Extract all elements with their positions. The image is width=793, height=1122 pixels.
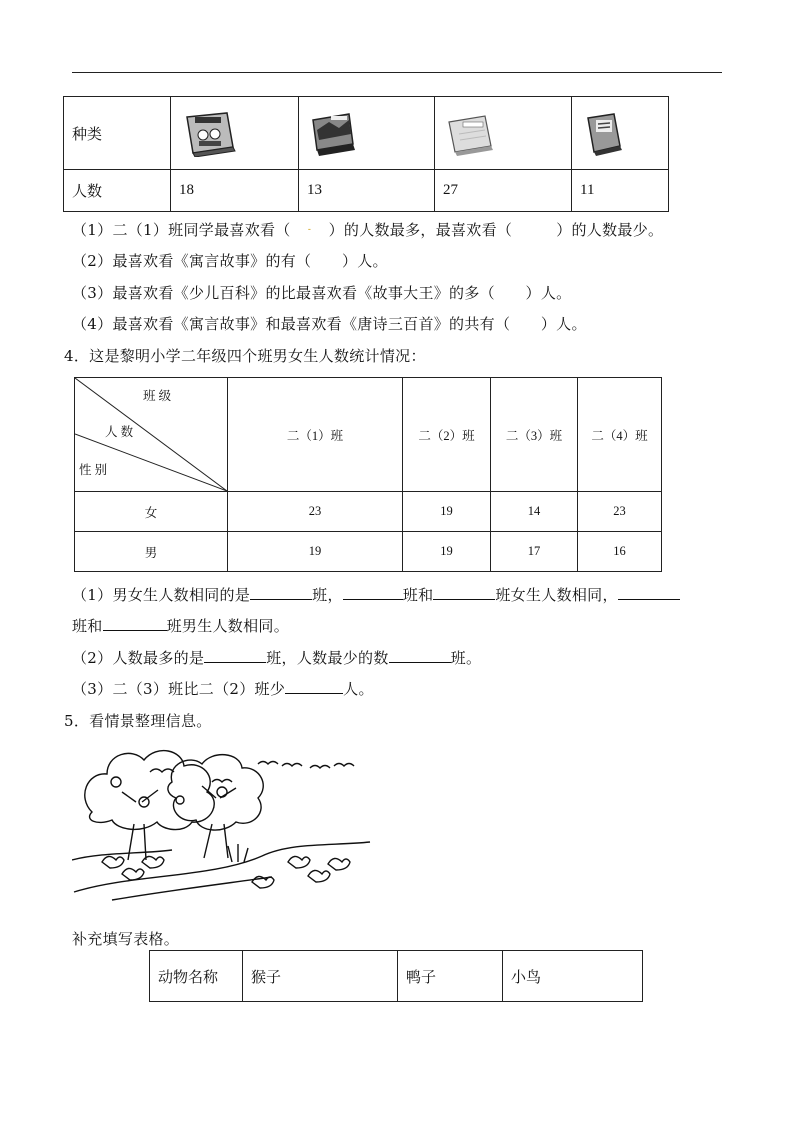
header-rule — [72, 72, 722, 73]
count-cell: 13 — [299, 170, 435, 212]
question-line: （1）男女生人数相同的是 班， 班和 班女生人数相同， — [72, 584, 680, 605]
class-header: 二（3）班 — [491, 378, 578, 492]
value-cell: 19 — [228, 532, 403, 572]
answer-blank[interactable] — [285, 679, 343, 694]
answer-blank[interactable] — [343, 585, 403, 600]
question-title: 5．看情景整理信息。 — [64, 712, 212, 730]
answer-blank[interactable] — [433, 585, 495, 600]
book-encyclopedia-icon — [445, 110, 497, 156]
book-cell — [572, 97, 669, 170]
book-preference-table — [63, 96, 669, 212]
question-line: （3）二（3）班比二（2）班少 人。 — [72, 680, 374, 698]
header-count-label: 人 数 — [105, 425, 134, 439]
fill-prompt: 补充填写表格。 — [72, 930, 180, 948]
answer-blank[interactable] — [389, 648, 451, 663]
animal-cell-duck: 鸭子 — [398, 951, 503, 1002]
book-cell — [171, 97, 299, 170]
animal-scene-illustration — [72, 742, 372, 907]
row-label-male: 男 — [75, 532, 228, 572]
value-cell: 19 — [403, 492, 491, 532]
count-cell: 18 — [171, 170, 299, 212]
answer-blank[interactable] — [103, 616, 167, 631]
animal-cell-bird: 小鸟 — [503, 951, 643, 1002]
class-header: 二（2）班 — [403, 378, 491, 492]
class-header: 二（1）班 — [228, 378, 403, 492]
question-line: （2）最喜欢看《寓言故事》的有（ ）人。 — [72, 252, 388, 270]
header-class-label: 班 级 — [143, 389, 172, 403]
book-cell — [299, 97, 435, 170]
diagonal-header-cell — [75, 378, 228, 492]
animal-table — [149, 950, 643, 1002]
count-cell: 11 — [572, 170, 669, 212]
book-fable-icon — [309, 110, 359, 156]
animal-header: 动物名称 — [150, 951, 243, 1002]
book-cell — [435, 97, 572, 170]
animal-cell-monkey: 猴子 — [243, 951, 398, 1002]
class-header: 二（4）班 — [578, 378, 662, 492]
value-cell: 14 — [491, 492, 578, 532]
row-label-female: 女 — [75, 492, 228, 532]
value-cell: 17 — [491, 532, 578, 572]
book-tang-poems-icon — [582, 110, 626, 156]
answer-blank[interactable] — [204, 648, 266, 663]
class-gender-table — [74, 377, 662, 572]
count-cell: 27 — [435, 170, 572, 212]
question-title: 4．这是黎明小学二年级四个班男女生人数统计情况： — [64, 347, 426, 365]
question-line: 班和 班男生人数相同。 — [72, 617, 290, 635]
value-cell: 23 — [578, 492, 662, 532]
answer-blank[interactable] — [250, 585, 312, 600]
question-line: （2）人数最多的是 班，人数最少的数 班。 — [72, 649, 482, 667]
book-story-king-icon — [181, 109, 239, 157]
question-line: （1）二（1）班同学最喜欢看（ - ）的人数最多，最喜欢看（ ）的人数最少。 — [72, 221, 664, 239]
row-label-count: 人数 — [64, 170, 171, 212]
question-line: （3）最喜欢看《少儿百科》的比最喜欢看《故事大王》的多（ ）人。 — [72, 284, 572, 302]
answer-blank[interactable] — [618, 585, 680, 600]
row-label-type: 种类 — [64, 97, 171, 170]
value-cell: 23 — [228, 492, 403, 532]
value-cell: 19 — [403, 532, 491, 572]
question-line: （4）最喜欢看《寓言故事》和最喜欢看《唐诗三百首》的共有（ ）人。 — [72, 315, 587, 333]
value-cell: 16 — [578, 532, 662, 572]
header-gender-label: 性 别 — [79, 463, 108, 477]
